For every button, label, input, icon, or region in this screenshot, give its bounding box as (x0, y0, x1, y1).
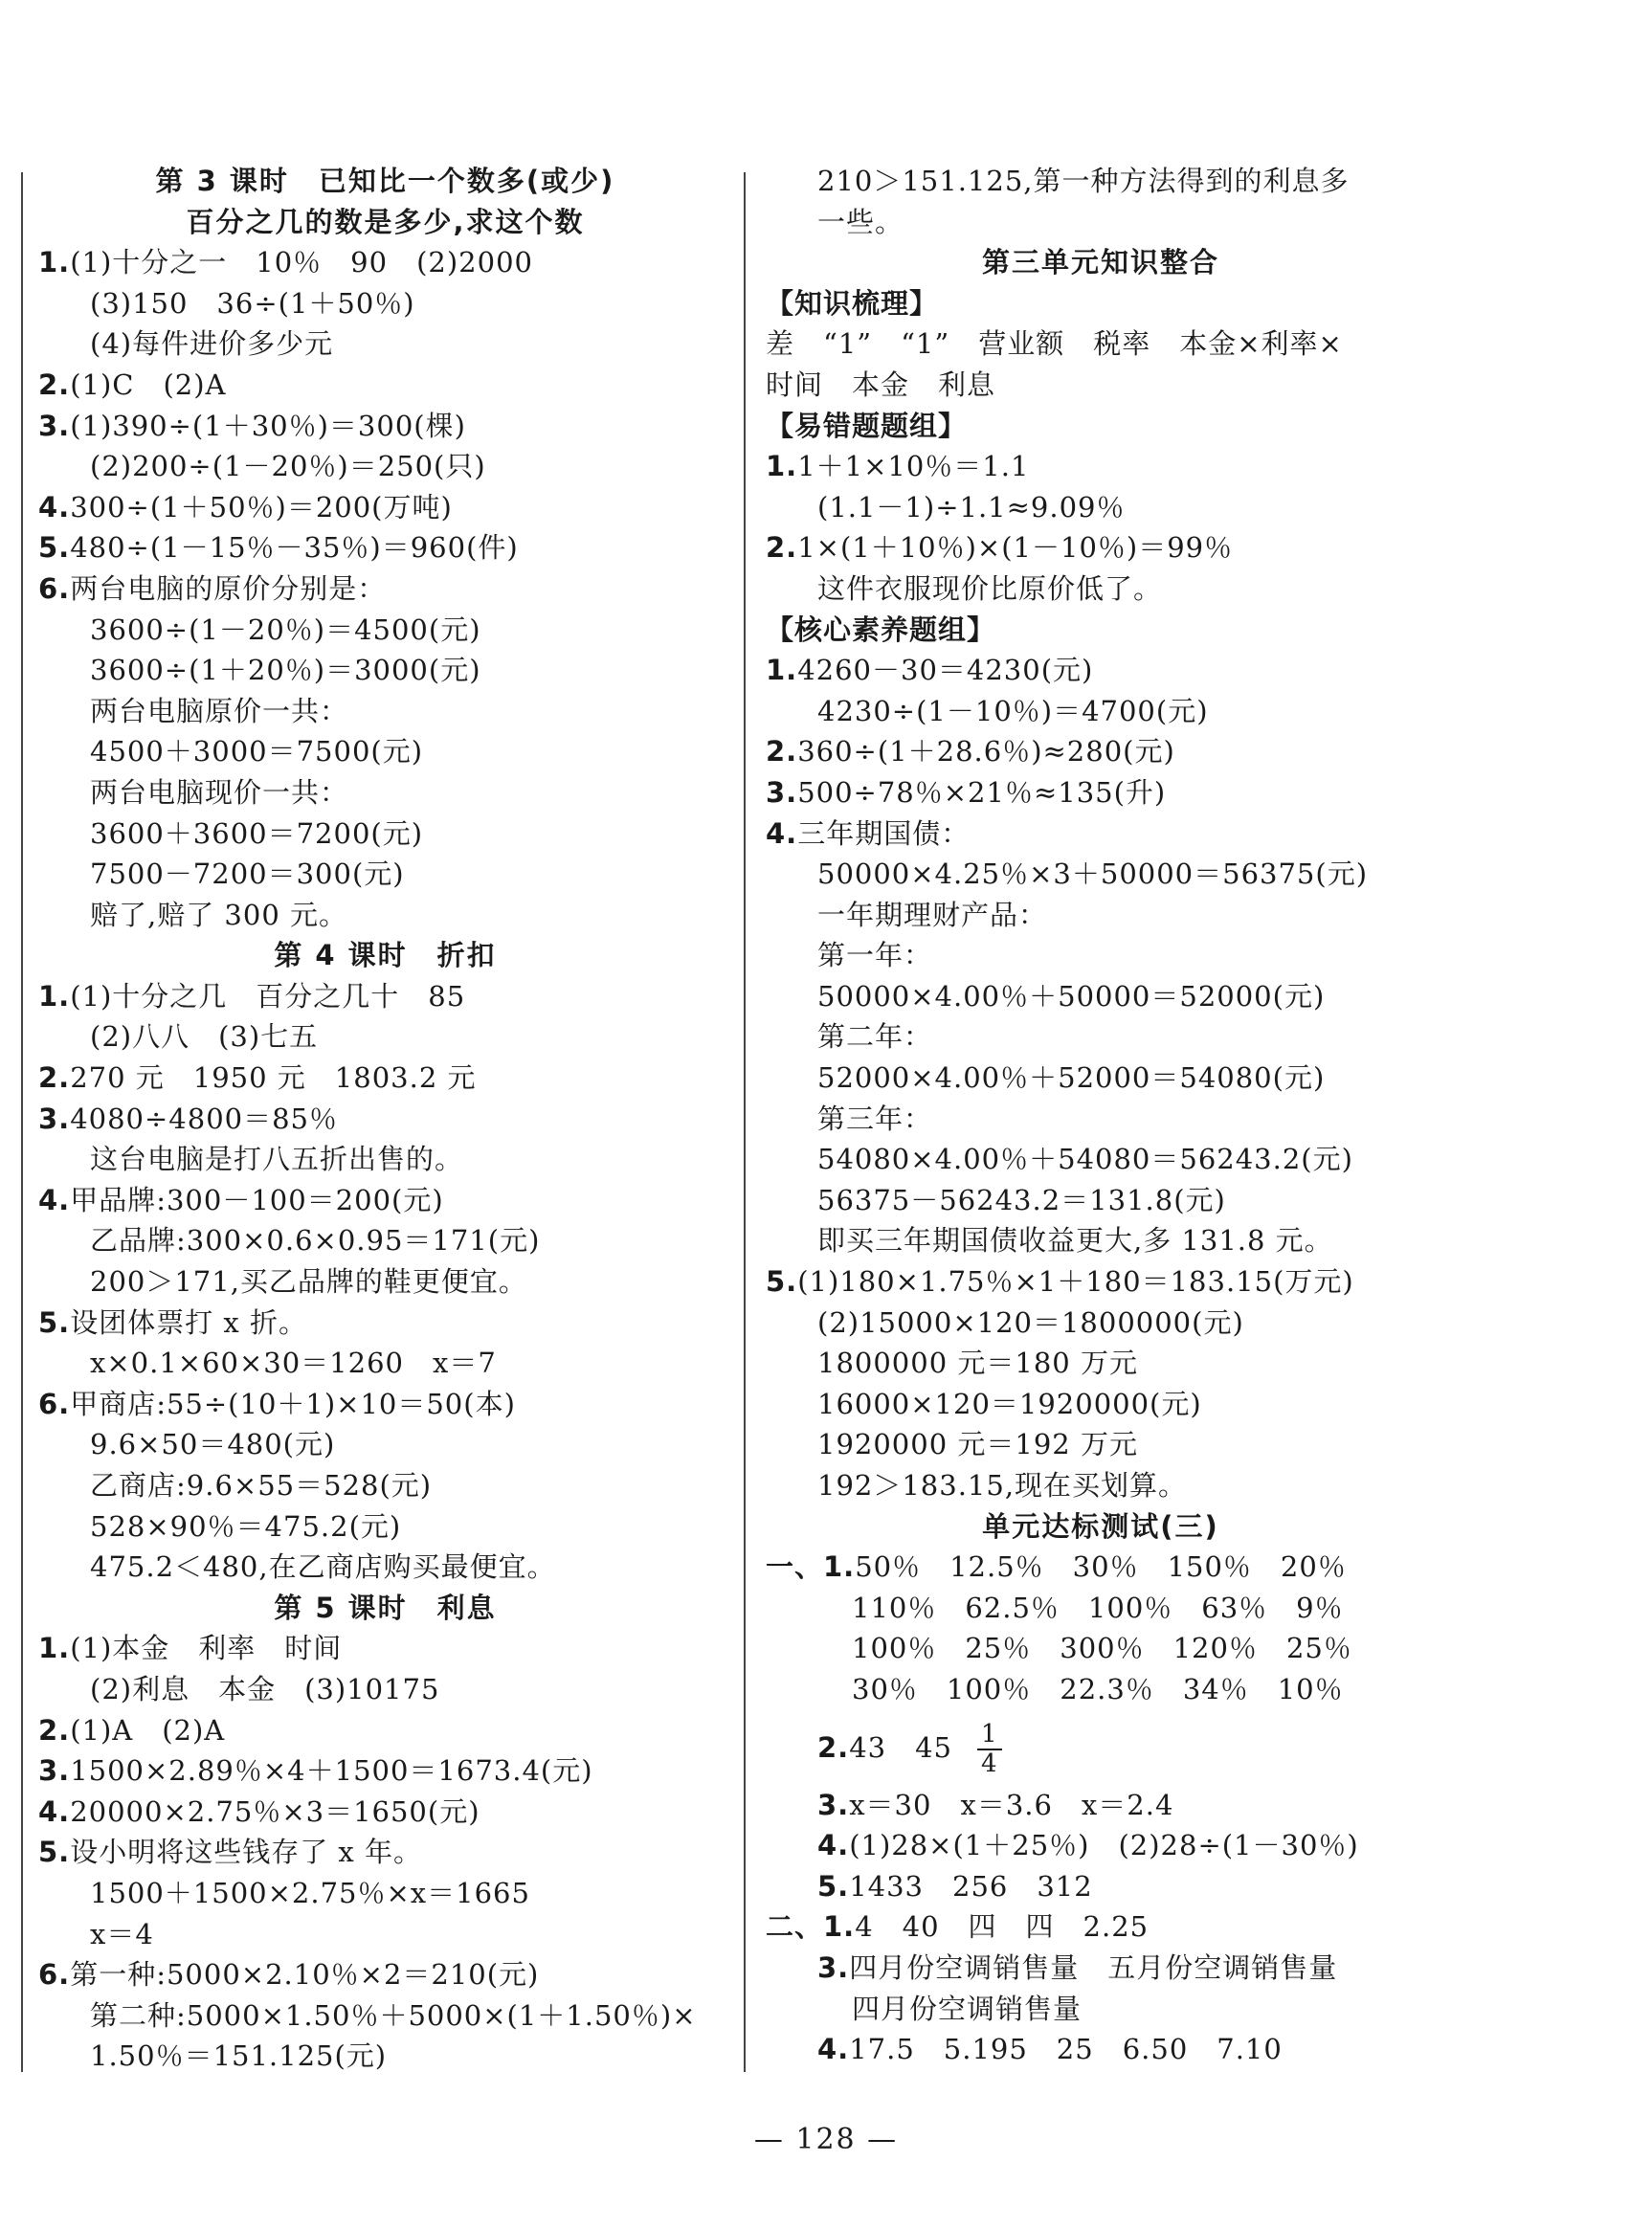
answer-text: (1)C (2)A (70, 368, 227, 401)
text-line: 时间 本金 利息 (766, 368, 996, 401)
item-number: 1. (38, 979, 71, 1013)
answer-continuation: 50000×4.25％×3＋50000＝56375(元) (817, 858, 1369, 891)
answer-continuation: 528×90％＝475.2(元) (90, 1509, 402, 1543)
answer-continuation: (2)15000×120＝1800000(元) (817, 1305, 1244, 1339)
answer-continuation: (4)每件进价多少元 (90, 327, 334, 361)
answer-item (38, 1180, 732, 1221)
answer-item (766, 1948, 1436, 1989)
answer-continuation: x×0.1×60×30＝1260 x＝7 (90, 1347, 497, 1380)
answer-item (766, 1825, 1436, 1866)
answer-item (38, 1099, 732, 1140)
page-number: — 128 — (753, 2123, 899, 2156)
answer-continuation: x＝4 (90, 1917, 154, 1950)
answer-text: 设团体票打 x 折。 (70, 1305, 307, 1339)
answer-continuation: 这台电脑是打八五折出售的。 (90, 1143, 464, 1176)
item-number: 4. (817, 1829, 850, 1862)
item-number: 1. (38, 246, 71, 279)
column-divider (744, 172, 746, 2072)
answer-continuation: 乙品牌:300×0.6×0.95＝171(元) (90, 1224, 541, 1258)
answer-continuation: 30％ 100％ 22.3％ 34％ 10％ (852, 1672, 1344, 1705)
answer-continuation: 50000×4.00％＋50000＝52000(元) (817, 979, 1326, 1013)
answer-text: 第一种:5000×2.10％×2＝210(元) (70, 1958, 540, 1992)
answer-item (766, 1710, 1436, 1785)
answer-text: 四月份空调销售量 五月份空调销售量 (849, 1950, 1338, 1984)
item-number: 2. (766, 735, 798, 769)
answer-continuation: 两台电脑原价一共： (90, 694, 349, 727)
item-number: 4. (38, 490, 71, 524)
item-number: 5. (766, 1265, 798, 1299)
answer-continuation: 第二年： (817, 1020, 933, 1054)
answer-text: (1)180×1.75％×1＋180＝183.15(万元) (797, 1265, 1354, 1299)
item-number: 2. (38, 1061, 71, 1095)
answer-continuation: 1920000 元＝192 万元 (817, 1428, 1138, 1461)
answer-continuation: 1500＋1500×2.75％×x＝1665 (90, 1876, 530, 1909)
answer-continuation: 52000×4.00％＋52000＝54080(元) (817, 1061, 1326, 1095)
answer-item (38, 568, 732, 610)
section-title: 百分之几的数是多少,求这个数 (186, 205, 585, 238)
answer-item (38, 1384, 732, 1425)
answer-continuation: 乙商店:9.6×55＝528(元) (90, 1469, 433, 1502)
answer-text: 三年期国债： (797, 816, 971, 850)
answer-continuation: 54080×4.00％＋54080＝56243.2(元) (817, 1143, 1353, 1176)
answer-continuation: 1.50％＝151.125(元) (90, 2039, 388, 2073)
answer-item (38, 1058, 732, 1099)
answer-text: 甲商店:55÷(10＋1)×10＝50(本) (70, 1387, 516, 1420)
item-number: 5. (38, 1305, 71, 1339)
answer-text: (1)390÷(1＋30％)＝300(棵) (70, 409, 466, 442)
answer-continuation: (1.1－1)÷1.1≈9.09％ (817, 490, 1126, 524)
answer-continuation: (3)150 36÷(1＋50％) (90, 286, 415, 320)
answer-text: 1500×2.89％×4＋1500＝1673.4(元) (70, 1754, 593, 1788)
answer-text: 43 45 (849, 1730, 953, 1764)
answer-item (38, 1954, 732, 1995)
answer-item (766, 1261, 1436, 1303)
section-title: 第 3 课时 已知比一个数多(或少) (155, 165, 615, 197)
answer-continuation: 两台电脑现价一共： (90, 775, 349, 809)
answer-continuation: 一些。 (817, 205, 904, 238)
answer-item (38, 487, 732, 528)
answer-item (38, 242, 732, 283)
answer-text: 4260－30＝4230(元) (797, 654, 1094, 687)
answer-continuation: 3600÷(1＋20％)＝3000(元) (90, 654, 481, 687)
answer-text: 20000×2.75％×3＝1650(元) (70, 1794, 480, 1828)
answer-text: 两台电脑的原价分别是： (70, 571, 387, 605)
left-column (38, 161, 732, 2077)
answer-item (38, 365, 732, 406)
item-number: 1. (766, 654, 798, 687)
answer-text: 1＋1×10％＝1.1 (797, 450, 1030, 483)
answer-continuation: (2)八八 (3)七五 (90, 1020, 319, 1054)
answer-continuation: 9.6×50＝480(元) (90, 1428, 336, 1461)
answer-continuation: 第二种:5000×1.50％＋5000×(1＋1.50％)× (90, 1998, 697, 2032)
answer-continuation: 4230÷(1－10％)＝4700(元) (817, 694, 1209, 727)
answer-text: 甲品牌:300－100＝200(元) (70, 1183, 444, 1216)
right-column (766, 161, 1436, 2070)
item-number: 5. (38, 531, 71, 565)
answer-item (38, 406, 732, 447)
answer-continuation: 一年期理财产品： (817, 898, 1048, 931)
item-number: 4. (38, 1794, 71, 1828)
answer-continuation: 56375－56243.2＝131.8(元) (817, 1183, 1226, 1216)
answer-text: (1)十分之几 百分之几十 85 (70, 979, 466, 1013)
item-number: 2. (766, 531, 798, 565)
item-number: 2. (38, 368, 71, 401)
item-number: 5. (38, 1836, 71, 1869)
fraction (977, 1721, 1002, 1777)
item-number: 1. (766, 450, 798, 483)
answer-text: (1)本金 利率 时间 (70, 1632, 343, 1665)
answer-continuation: 这件衣服现价比原价低了。 (817, 571, 1163, 605)
answer-continuation: 16000×120＝1920000(元) (817, 1387, 1202, 1420)
item-number: 6. (38, 571, 71, 605)
answer-item (38, 1710, 732, 1751)
answer-continuation: 1800000 元＝180 万元 (817, 1347, 1138, 1380)
answer-continuation: 4500＋3000＝7500(元) (90, 735, 424, 769)
item-number: 3. (38, 409, 71, 442)
answer-item (766, 1906, 1436, 1948)
answer-text: 4 40 四 四 2.25 (855, 1910, 1150, 1944)
answer-continuation: 四月份空调销售量 (852, 1992, 1083, 2025)
answer-continuation: 第一年： (817, 939, 933, 972)
answer-item (766, 1547, 1436, 1588)
answer-item (766, 813, 1436, 855)
answer-text: 480÷(1－15％－35％)＝960(件) (70, 531, 519, 565)
answer-text: 270 元 1950 元 1803.2 元 (70, 1061, 477, 1095)
answer-continuation: 赔了,赔了 300 元。 (90, 898, 348, 931)
left-margin-rule (21, 172, 23, 2072)
answer-continuation: (2)利息 本金 (3)10175 (90, 1672, 440, 1705)
answer-text: 500÷78％×21％≈135(升) (797, 775, 1167, 809)
answer-continuation: 3600÷(1－20％)＝4500(元) (90, 613, 481, 646)
answer-text: (1)28×(1＋25％) (2)28÷(1－30％) (849, 1829, 1359, 1862)
answer-text: x＝30 x＝3.6 x＝2.4 (849, 1788, 1174, 1821)
item-number: 4. (766, 816, 798, 850)
section-title: 第 5 课时 利息 (274, 1591, 497, 1624)
answer-text: (1)十分之一 10％ 90 (2)2000 (70, 246, 533, 279)
item-number: 二、1. (766, 1910, 856, 1944)
section-title: 第三单元知识整合 (981, 246, 1219, 279)
item-number: 3. (38, 1754, 71, 1788)
answer-text: 17.5 5.195 25 6.50 7.10 (849, 2033, 1283, 2066)
answer-item (38, 1628, 732, 1669)
section-title: 单元达标测试(三) (982, 1509, 1219, 1543)
answer-item (766, 650, 1436, 691)
answer-text: 1×(1＋10％)×(1－10％)＝99％ (797, 531, 1234, 565)
section-title: 第 4 课时 折扣 (274, 939, 497, 972)
answer-item (38, 527, 732, 568)
item-number: 2. (38, 1713, 71, 1747)
answer-item (766, 772, 1436, 813)
answer-item (766, 527, 1436, 568)
fraction-denominator: 4 (981, 1749, 998, 1778)
answer-continuation: 7500－7200＝300(元) (90, 858, 405, 891)
answer-item (766, 1785, 1436, 1826)
answer-item (766, 2029, 1436, 2070)
answer-text: 设小明将这些钱存了 x 年。 (70, 1836, 422, 1869)
answer-continuation: 100％ 25％ 300％ 120％ 25％ (852, 1632, 1352, 1665)
text-line: 差 “1” “1” 营业额 税率 本金×利率× (766, 327, 1343, 361)
item-number: 2. (817, 1730, 850, 1764)
answer-continuation: (2)200÷(1－20％)＝250(只) (90, 450, 486, 483)
item-number: 6. (38, 1387, 71, 1420)
answer-continuation: 即买三年期国债收益更大,多 131.8 元。 (817, 1224, 1333, 1258)
answer-text: 360÷(1＋28.6％)≈280(元) (797, 735, 1175, 769)
answer-continuation: 475.2＜480,在乙商店购买最便宜。 (90, 1550, 556, 1584)
subsection-heading: 【核心素养题组】 (766, 613, 996, 646)
answer-item (38, 1832, 732, 1873)
answer-item (38, 1303, 732, 1344)
answer-item (766, 1866, 1436, 1907)
item-number: 4. (38, 1183, 71, 1216)
item-number: 3. (817, 1950, 850, 1984)
item-number: 5. (817, 1869, 850, 1903)
answer-item (766, 446, 1436, 487)
item-number: 3. (38, 1102, 71, 1135)
answer-continuation: 192＞183.15,现在买划算。 (817, 1469, 1188, 1502)
fraction-numerator: 1 (977, 1721, 1002, 1750)
subsection-heading: 【易错题题组】 (766, 409, 968, 442)
item-number: 1. (38, 1632, 71, 1665)
answer-item (38, 1792, 732, 1833)
item-number: 一、1. (766, 1550, 856, 1584)
subsection-heading: 【知识梳理】 (766, 286, 939, 320)
answer-item (38, 976, 732, 1017)
answer-continuation: 3600＋3600＝7200(元) (90, 816, 424, 850)
item-number: 4. (817, 2033, 850, 2066)
answer-continuation: 第三年： (817, 1102, 933, 1135)
answer-continuation: 210＞151.125,第一种方法得到的利息多 (817, 165, 1350, 197)
answer-item (766, 731, 1436, 772)
answer-text: (1)A (2)A (70, 1713, 226, 1747)
item-number: 6. (38, 1958, 71, 1992)
answer-continuation: 200＞171,买乙品牌的鞋更便宜。 (90, 1265, 527, 1299)
answer-text: 300÷(1＋50％)＝200(万吨) (70, 490, 453, 524)
item-number: 3. (766, 775, 798, 809)
answer-text: 1433 256 312 (849, 1869, 1093, 1903)
item-number: 3. (817, 1788, 850, 1821)
answer-item (38, 1750, 732, 1792)
answer-text: 50％ 12.5％ 30％ 150％ 20％ (855, 1550, 1347, 1584)
answer-text: 4080÷4800＝85％ (70, 1102, 339, 1135)
answer-continuation: 110％ 62.5％ 100％ 63％ 9％ (852, 1591, 1344, 1624)
